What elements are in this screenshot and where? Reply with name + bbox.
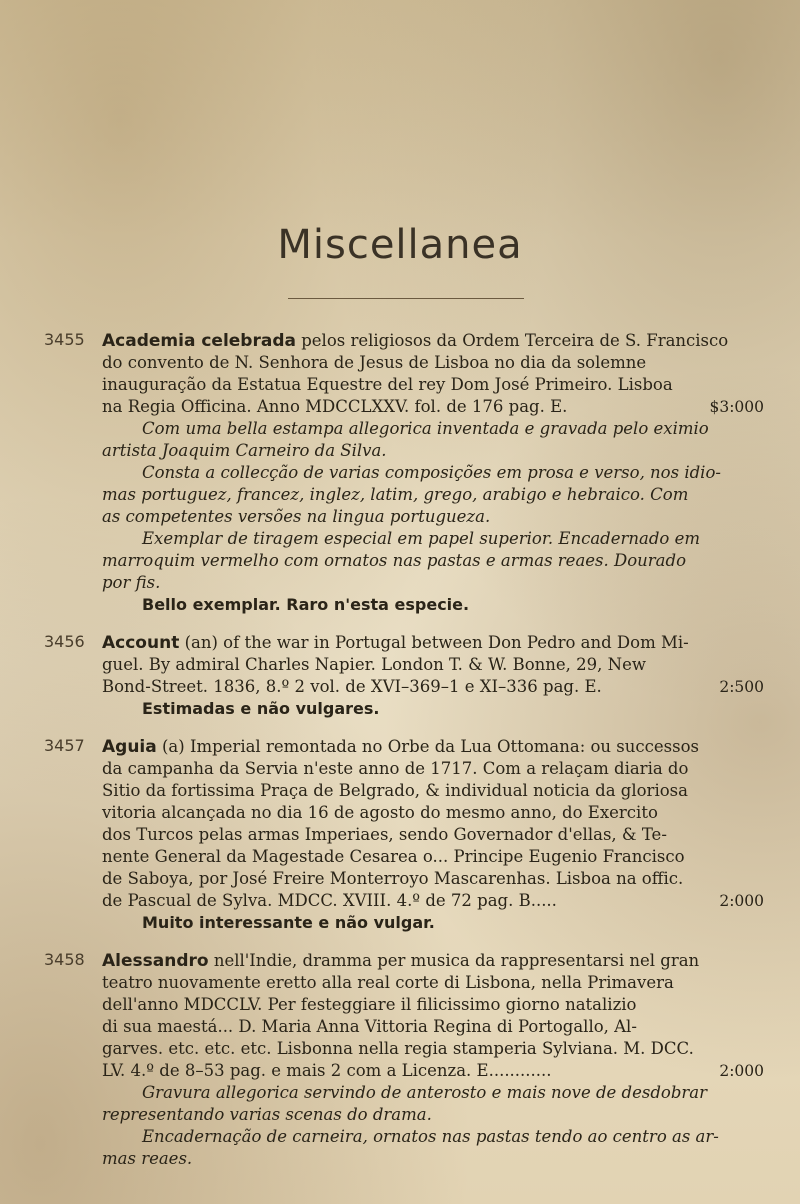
entry-text: inauguração da Estatua Equestre del rey Dom José Primeiro. Lisboa xyxy=(102,375,673,394)
entry-text-with-price xyxy=(102,396,764,418)
entry-text: (an) of the war in Portugal between Don Pedro and Dom Mi- xyxy=(184,633,689,652)
entry-text: dell'anno MDCCLV. Per festeggiare il filicissimo giorno natalizio xyxy=(102,995,637,1014)
catalogue-entry xyxy=(44,632,764,720)
entry-note: marroquim vermelho com ornatos nas pastas e armas reaes. Dourado xyxy=(102,551,687,570)
entry-text: guel. By admiral Charles Napier. London T. & W. Bonne, 29, New xyxy=(102,655,646,674)
entry-note: representando varias scenas do drama. xyxy=(102,1105,432,1124)
entry-text: (a) Imperial remontada no Orbe da Lua Ottomana: ou successos xyxy=(161,737,699,756)
entry-title: Academia celebrada xyxy=(102,331,296,351)
entry-text: na Regia Officina. Anno MDCCLXXV. fol. de 176 pag. E. xyxy=(102,397,568,416)
entries-list xyxy=(44,330,764,1186)
entry-first-line xyxy=(102,330,764,352)
entry-number: 3456 xyxy=(44,632,85,651)
entry-first-line xyxy=(102,736,764,758)
entry-note: Gravura allegorica servindo de anterosto e mais nove de desdobrar xyxy=(142,1083,707,1102)
entry-remark: Bello exemplar. Raro n'esta especie. xyxy=(142,595,470,614)
entry-remark: Estimadas e não vulgares. xyxy=(142,699,380,718)
entry-note: por fis. xyxy=(102,573,161,592)
entry-text: di sua maestá... D. Maria Anna Vittoria Regina di Portogallo, Al- xyxy=(102,1017,637,1036)
catalogue-entry xyxy=(44,330,764,616)
entry-note: as competentes versões na lingua portugueza. xyxy=(102,507,491,526)
entry-note: Consta a collecção de varias composições em prosa e verso, nos idio- xyxy=(142,463,721,482)
entry-note: mas reaes. xyxy=(102,1149,193,1168)
catalogue-entry xyxy=(44,736,764,934)
section-title: Miscellanea xyxy=(277,222,523,268)
entry-price: $3:000 xyxy=(709,398,764,416)
entry-text: vitoria alcançada no dia 16 de agosto do mesmo anno, do Exercito xyxy=(102,803,658,822)
entry-text: nente General da Magestade Cesarea o... Principe Eugenio Francisco xyxy=(102,847,685,866)
entry-title: Aguia xyxy=(102,737,157,757)
entry-body xyxy=(102,632,764,720)
entry-text: da campanha da Servia n'este anno de 1717. Com a relaçam diaria do xyxy=(102,759,689,778)
entry-text: garves. etc. etc. etc. Lisbonna nella regia stamperia Sylviana. M. DCC. xyxy=(102,1039,694,1058)
entry-text: pelos religiosos da Ordem Terceira de S. Francisco xyxy=(301,331,729,350)
entry-body xyxy=(102,736,764,934)
entry-note: artista Joaquim Carneiro da Silva. xyxy=(102,441,387,460)
entry-text: de Pascual de Sylva. MDCC. XVIII. 4.º de 72 pag. B..... xyxy=(102,891,557,910)
entry-text-with-price xyxy=(102,676,764,698)
entry-text-with-price xyxy=(102,890,764,912)
entry-text: teatro nuovamente eretto alla real corte di Lisbona, nella Primavera xyxy=(102,973,674,992)
entry-title: Account xyxy=(102,633,180,653)
entry-first-line xyxy=(102,950,764,972)
entry-price: 2:000 xyxy=(719,1062,764,1080)
entry-text: do convento de N. Senhora de Jesus de Lisboa no dia da solemne xyxy=(102,353,647,372)
entry-price: 2:500 xyxy=(719,678,764,696)
title-rule xyxy=(288,298,524,299)
entry-text-with-price xyxy=(102,1060,764,1082)
entry-text: dos Turcos pelas armas Imperiaes, sendo Governador d'ellas, & Te- xyxy=(102,825,667,844)
entry-text: LV. 4.º de 8–53 pag. e mais 2 com a Licenza. E............ xyxy=(102,1061,552,1080)
entry-body xyxy=(102,330,764,616)
entry-body xyxy=(102,950,764,1170)
entry-text: nell'Indie, dramma per musica da rappresentarsi nel gran xyxy=(213,951,700,970)
entry-note: Encadernação de carneira, ornatos nas pastas tendo ao centro as ar- xyxy=(142,1127,719,1146)
entry-note: Exemplar de tiragem especial em papel superior. Encadernado em xyxy=(142,529,700,548)
entry-text: de Saboya, por José Freire Monterroyo Mascarenhas. Lisboa na offic. xyxy=(102,869,684,888)
entry-text: Sitio da fortissima Praça de Belgrado, & individual noticia da gloriosa xyxy=(102,781,688,800)
entry-number: 3457 xyxy=(44,736,85,755)
entry-note: mas portuguez, francez, inglez, latim, grego, arabigo e hebraico. Com xyxy=(102,485,689,504)
entry-text: Bond-Street. 1836, 8.º 2 vol. de XVI–369–1 e XI–336 pag. E. xyxy=(102,677,602,696)
entry-title: Alessandro xyxy=(102,951,209,971)
entry-number: 3458 xyxy=(44,950,85,969)
entry-remark: Muito interessante e não vulgar. xyxy=(142,913,435,932)
entry-note: Com uma bella estampa allegorica inventada e gravada pelo eximio xyxy=(142,419,709,438)
catalogue-entry xyxy=(44,950,764,1170)
entry-price: 2:000 xyxy=(719,892,764,910)
entry-number: 3455 xyxy=(44,330,85,349)
entry-first-line xyxy=(102,632,764,654)
